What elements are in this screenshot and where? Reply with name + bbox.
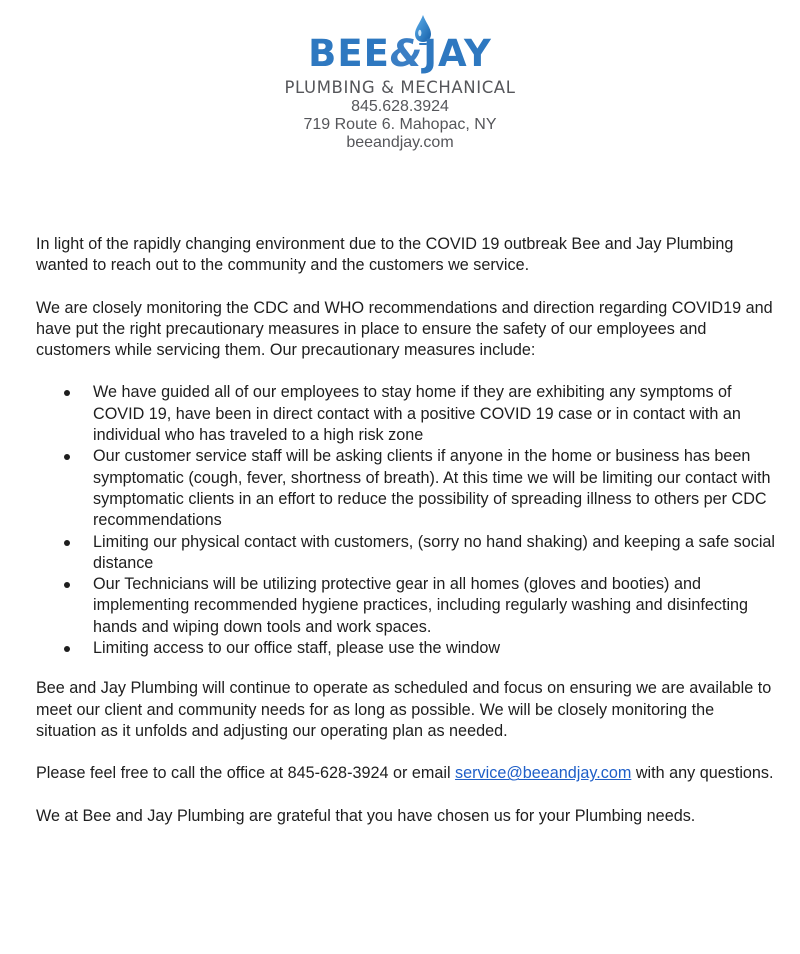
measures-list bbox=[36, 382, 776, 659]
logo-text-jay: JAY bbox=[423, 32, 492, 75]
contact-text-before: Please feel free to call the office at 845-628-3924 or email bbox=[36, 764, 456, 783]
closing-paragraph: We at Bee and Jay Plumbing are grateful that you have chosen us for your Plumbing needs. bbox=[36, 806, 696, 825]
bullet-icon bbox=[64, 582, 70, 588]
bullet-icon bbox=[64, 454, 70, 460]
list-item-text: Our Technicians will be utilizing protective gear in all homes (gloves and booties) and implementing recommended hygiene practices, including regularly washing and disinfecting hands and wiping down tools and work spaces. bbox=[93, 575, 749, 636]
monitoring-paragraph: We are closely monitoring the CDC and WHO recommendations and direction regarding COVID19 and have put the right precautionary measures in place to ensure the safety of our employees and customers while servicing them. Our precautionary measures include: bbox=[36, 298, 773, 360]
list-item-text: We have guided all of our employees to stay home if they are exhibiting any symptoms of COVID 19, have been in direct contact with a positive COVID 19 case or in contact with an individual who has traveled to a high risk zone bbox=[93, 383, 741, 445]
list-item bbox=[93, 446, 776, 531]
email-link[interactable]: service@beeandjay.com bbox=[455, 764, 632, 783]
list-item-text: Our customer service staff will be asking clients if anyone in the home or business has been symptomatic (cough, fever, shortness of breath). At this time we will be limiting our contact with symptomatic clients in an effort to reduce the possibility of spreading illness to others per CDC recommendations bbox=[93, 447, 771, 530]
company-subtitle: PLUMBING & MECHANICAL bbox=[284, 78, 516, 97]
company-address: 719 Route 6. Mahopac, NY bbox=[303, 116, 497, 133]
list-item bbox=[93, 638, 776, 659]
bullet-icon bbox=[64, 540, 70, 546]
logo-wordmark bbox=[270, 32, 530, 76]
bullet-icon bbox=[64, 390, 70, 396]
contact-paragraph bbox=[36, 763, 776, 784]
bullet-icon bbox=[64, 646, 70, 652]
company-logo bbox=[270, 14, 530, 74]
logo-text-bee: BEE bbox=[308, 32, 390, 75]
company-phone: 845.628.3924 bbox=[351, 98, 449, 115]
list-item bbox=[93, 532, 776, 575]
letter-body bbox=[36, 234, 776, 848]
list-item-text: Limiting access to our office staff, please use the window bbox=[93, 639, 501, 658]
contact-text-after: with any questions. bbox=[631, 764, 774, 783]
list-item-text: Limiting our physical contact with customers, (sorry no hand shaking) and keeping a safe social distance bbox=[93, 532, 776, 572]
company-website: beeandjay.com bbox=[346, 134, 454, 151]
logo-text-amp: & bbox=[389, 32, 424, 75]
letterhead bbox=[0, 14, 800, 152]
intro-paragraph: In light of the rapidly changing environment due to the COVID 19 outbreak Bee and Jay Plumbing wanted to reach out to the community and the customers we service. bbox=[36, 235, 734, 275]
list-item bbox=[93, 574, 776, 638]
list-item bbox=[93, 382, 776, 446]
operations-paragraph: Bee and Jay Plumbing will continue to operate as scheduled and focus on ensuring we are available to meet our client and community needs for as long as possible. We will be closely monitoring the situation as it unfolds and adjusting our operating plan as needed. bbox=[36, 679, 772, 740]
